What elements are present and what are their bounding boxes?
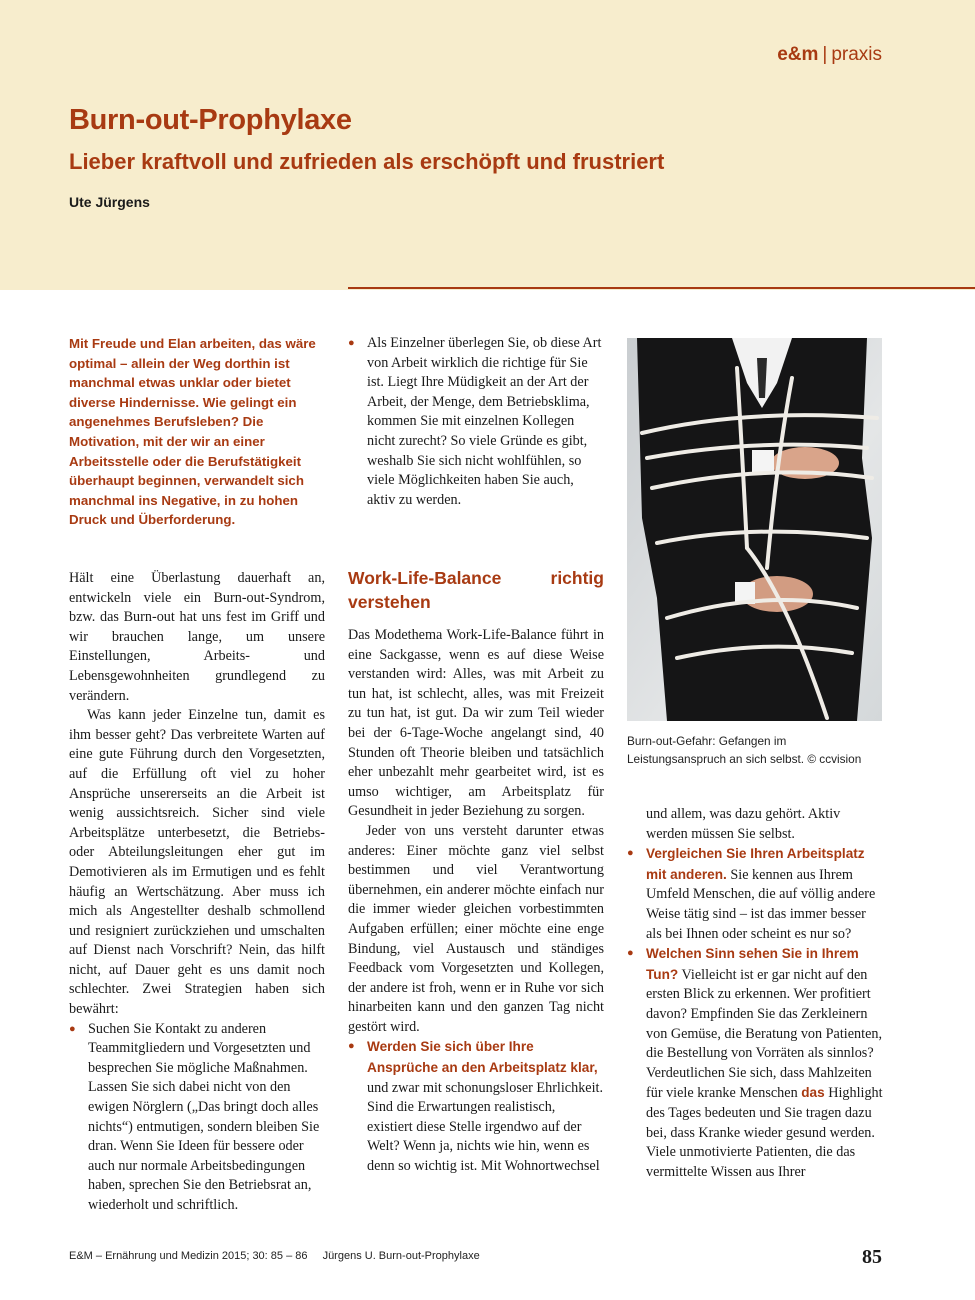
- bullet-list: [69, 1020, 325, 1216]
- bullet-text: Highlight des Tages bedeuten und Sie tragen dazu bei, dass Kranke wieder gesund werden. Viele unmotivierte Patienten, die das vermittelte Wissen aus Ihrer: [646, 1085, 883, 1180]
- bullet-text: und zwar mit schonungsloser Ehrlichkeit. Sind die Erwartungen realistisch, existiert diese Stelle irgendwo auf der Welt? Wenn ja, nichts wie hin, wenn es denn so wichtig ist. Mit Wohnortwechsel: [367, 1079, 604, 1175]
- bullet-item: ● Suchen Sie Kontakt zu anderen Teammitgliedern und Vorgesetzten und besprechen Sie mögliche Maßnahmen. Lassen Sie sich dabei nicht von den ewigen Nörglern („Das bringt doch alles nichts“) entmutigen, sondern bleiben Sie dran. Wenn Sie Ideen für bessere oder auch nur normale Arbeitsbedingungen haben, sprechen Sie den Betriebsrat an, wiederholt und schriftlich.: [69, 1020, 325, 1216]
- paragraph: Was kann jeder Einzelne tun, damit es ihm besser geht? Das verbreitete Warten auf eine gute Führung durch den Vorgesetzten, auf die Erfüllung oft viel zu hoher Ansprüche unsererseits an die Arbeit ist wenig aussichtsreich. Sicher sind viele Arbeitsplätze unterbesetzt, die Betriebs- oder Abteilungsleitungen eher gut im Demotivieren als im Ermutigen und es fehlt häufig an Wertschätzung. Aber muss ich mich als Angestellter deshalb schmollend und resigniert zurückziehen und umschalten auf Dienst nach Vorschrift? Nein, das hilft nicht, auf Dauer geht es uns damit noch schlechter. Zwei Strategien haben sich bewährt:: [69, 707, 325, 1018]
- section-separator: |: [822, 44, 828, 65]
- bullet-item: ● Als Einzelner überlegen Sie, ob diese Art von Arbeit wirklich die richtige für Sie ist. Liegt Ihre Müdigkeit an der Art der Arbeit, der Menge, dem Betriebsklima, kommen Sie mit einzelnen Kollegen nicht zurecht? So viele Gründe es gibt, weshalb Sie sich nicht wohlfühlen, so viele Möglichkeiten haben Sie auch, aktiv zu werden.: [348, 334, 604, 510]
- section-name: praxis: [831, 44, 882, 65]
- column-2: [348, 334, 604, 510]
- article-title: Burn-out-Prophylaxe: [69, 104, 352, 136]
- bullet-list: [348, 1037, 604, 1176]
- footer: [69, 1250, 492, 1262]
- bullet-lead: Werden Sie sich über Ihre Ansprüche an den Arbeitsplatz klar,: [367, 1039, 598, 1076]
- section-brand: e&m: [777, 44, 819, 65]
- lead-paragraph: Mit Freude und Elan arbeiten, das wäre optimal – allein der Weg dorthin ist manchmal etwas unklar oder bietet diverse Hindernisse. Wie gelingt ein angenehmes Berufsleben? Die Motivation, mit der wir an einer Arbeitsstelle oder die Berufstätigkeit überhaupt beginnen, verwandelt sich manchmal ins Negative, in zu hohen Druck und Überforderung.: [69, 336, 316, 528]
- column-1: [69, 569, 325, 1216]
- divider-rule: [348, 287, 975, 289]
- bullet-text: Vielleicht ist er gar nicht auf den ersten Blick zu erkennen. Wer profitiert davon? Empfinden Sie das Zerkleinern von Gemüse, die Beratung von Patienten, die Bestellung von Vorräten als sinnlos? Verdeutlichen Sie sich, dass Mahlzeiten für viele kranke Menschen: [646, 966, 883, 1102]
- article-subtitle: Lieber kraftvoll und zufrieden als erschöpft und frustriert: [69, 149, 665, 174]
- bullet-text: Sie kennen aus Ihrem Umfeld Menschen, die auf völlig andere Weise tätig sind – ist das immer besser als bei Ihnen oder scheint es nur so?: [646, 866, 876, 942]
- photo-caption: Burn-out-Gefahr: Gefangen im Leistungsanspruch an sich selbst. © ccvision: [627, 734, 862, 766]
- bullet-lead: Welchen Sinn sehen Sie in Ihrem Tun?: [646, 946, 859, 982]
- bullet-item: [627, 844, 883, 944]
- bullet-lead: Vergleichen Sie Ihren Arbeitsplatz mit anderen.: [646, 846, 865, 882]
- paragraph: Jeder von uns versteht darunter etwas anderes: Einer möchte ganz viel selbst bestimmen und viel Verantwortung übernehmen, ein anderer möchte einfach nur die immer wieder gleichen vorbestimmten Aufgaben erfüllen; einer möchte eine enge Bindung, viel Austausch und ständiges Feedback vom Vorgesetzten und Kollegen, der andere ist froh, wenn er in Ruhe vor sich hinarbeiten kann und den ganzen Tag nicht gestört wird.: [348, 822, 604, 1035]
- bullet-item: [348, 1037, 604, 1176]
- paragraph-continued: und allem, was dazu gehört. Aktiv werden müssen Sie selbst.: [646, 806, 841, 842]
- column-3: [627, 805, 883, 1182]
- bullet-list: [348, 334, 604, 510]
- bullet-item: [627, 944, 883, 1182]
- section-tag: [777, 44, 882, 66]
- paragraph: Hält eine Überlastung dauerhaft an, entwickeln viele ein Burn-out-Syndrom, bzw. das Burn-out hat uns fest im Griff und wir brauchen lange, um unsere Einstellungen, Arbeits- und Lebensgewohnheiten grundlegend zu verändern.: [69, 570, 325, 704]
- bound-businessman-image: [627, 338, 882, 721]
- emphasis: das: [801, 1085, 825, 1101]
- author: Ute Jürgens: [69, 194, 150, 210]
- article-reference: Jürgens U. Burn-out-Prophylaxe: [322, 1250, 480, 1262]
- paragraph: Das Modethema Work-Life-Balance führt in eine Sackgasse, wenn es auf diese Weise verstanden wird: Alles, was mit Arbeit zu tun hat, ist schlecht, alles, was mit Freizeit zu tun hat, ist gut. Da wir zum Teil wieder bei der 6-Tage-Woche angelangt sind, 40 Stunden oft Theorie bleiben und tatsächlich eher unbezahlt mehr gearbeitet wird, ist es umso wichtiger, am Arbeitsplatz für Gesundheit in jeder Beziehung zu sorgen.: [348, 627, 604, 820]
- section-heading: Work-Life-Balance richtig verstehen: [348, 568, 604, 612]
- bullet-list: [627, 844, 883, 1182]
- journal-citation: E&M – Ernährung und Medizin 2015; 30: 85 – 86: [69, 1250, 308, 1262]
- column-2-section: [348, 566, 604, 1177]
- page-number: 85: [862, 1246, 882, 1268]
- article-photo: [627, 338, 882, 721]
